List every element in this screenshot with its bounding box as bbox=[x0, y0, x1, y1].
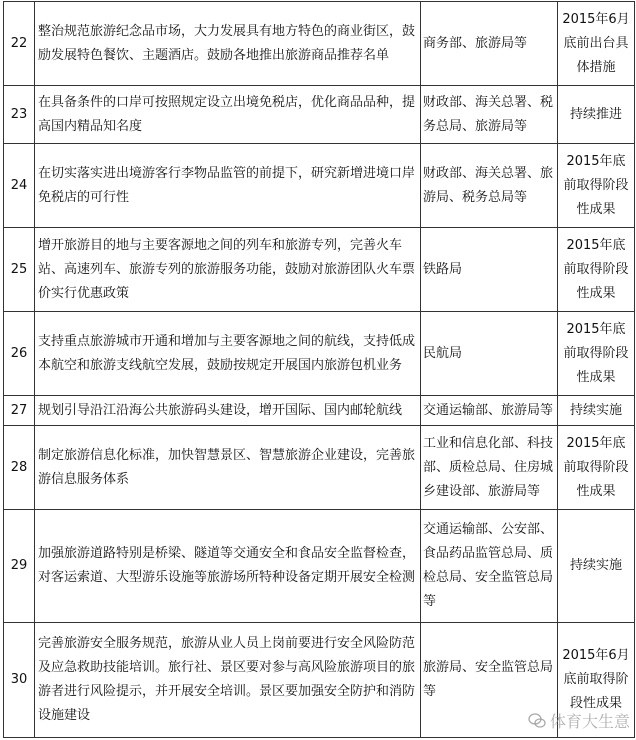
table-row bbox=[4, 86, 635, 144]
responsible-department: 旅游局、安全监管总局等 bbox=[421, 623, 558, 738]
timeline: 2015年底前取得阶段性成果 bbox=[558, 228, 635, 312]
measure-text: 整治规范旅游纪念品市场，大力发展具有地方特色的商业街区，鼓励发展特色餐饮、主题酒店。鼓励各地推出旅游商品推荐名单 bbox=[35, 2, 421, 86]
row-number: 27 bbox=[4, 396, 35, 426]
measure-text: 支持重点旅游城市开通和增加与主要客源地之间的航线，支持低成本航空和旅游支线航空发展，鼓励按规定开展国内旅游包机业务 bbox=[35, 312, 421, 396]
table-row bbox=[4, 144, 635, 228]
measure-text: 在具备条件的口岸可按照规定设立出境免税店，优化商品品种，提高国内精品知名度 bbox=[35, 86, 421, 144]
timeline: 持续实施 bbox=[558, 396, 635, 426]
policy-table bbox=[3, 1, 635, 738]
table-row bbox=[4, 623, 635, 738]
measure-text: 规划引导沿江沿海公共旅游码头建设，增开国际、国内邮轮航线 bbox=[35, 396, 421, 426]
row-number: 22 bbox=[4, 2, 35, 86]
timeline: 持续推进 bbox=[558, 86, 635, 144]
responsible-department: 交通运输部、公安部、食品药品监管总局、质检总局、安全监管总局等 bbox=[421, 510, 558, 623]
measure-text: 加强旅游道路特别是桥梁、隧道等交通安全和食品安全监督检查，对客运索道、大型游乐设施等旅游场所特种设备定期开展安全检测 bbox=[35, 510, 421, 623]
table-row bbox=[4, 426, 635, 510]
row-number: 30 bbox=[4, 623, 35, 738]
table-row bbox=[4, 510, 635, 623]
measure-text: 在切实落实进出境游客行李物品监管的前提下，研究新增进境口岸免税店的可行性 bbox=[35, 144, 421, 228]
timeline: 2015年底前取得阶段性成果 bbox=[558, 426, 635, 510]
responsible-department: 铁路局 bbox=[421, 228, 558, 312]
measure-text: 制定旅游信息化标准，加快智慧景区、智慧旅游企业建设，完善旅游信息服务体系 bbox=[35, 426, 421, 510]
row-number: 24 bbox=[4, 144, 35, 228]
watermark-text: 体育大生意 bbox=[549, 712, 630, 731]
table-row bbox=[4, 396, 635, 426]
responsible-department: 交通运输部、旅游局等 bbox=[421, 396, 558, 426]
row-number: 23 bbox=[4, 86, 35, 144]
measure-text: 完善旅游安全服务规范，旅游从业人员上岗前要进行安全风险防范及应急救助技能培训。旅行社、景区要对参与高风险旅游项目的旅游者进行风险提示，并开展安全培训。景区要加强安全防护和消防设施建设 bbox=[35, 623, 421, 738]
timeline: 2015年6月底前出台具体措施 bbox=[558, 2, 635, 86]
measure-text: 增开旅游目的地与主要客源地之间的列车和旅游专列，完善火车站、高速列车、旅游专列的旅游服务功能，鼓励对旅游团队火车票价实行优惠政策 bbox=[35, 228, 421, 312]
responsible-department: 工业和信息化部、科技部、质检总局、住房城乡建设部、旅游局等 bbox=[421, 426, 558, 510]
row-number: 29 bbox=[4, 510, 35, 623]
responsible-department: 财政部、海关总署、税务总局、旅游局等 bbox=[421, 86, 558, 144]
table-row bbox=[4, 312, 635, 396]
timeline: 持续实施 bbox=[558, 510, 635, 623]
timeline: 2015年底前取得阶段性成果 bbox=[558, 144, 635, 228]
timeline: 2015年底前取得阶段性成果 bbox=[558, 312, 635, 396]
timeline: 2015年6月底前取得阶段性成果 bbox=[558, 623, 635, 738]
table-row bbox=[4, 2, 635, 86]
row-number: 25 bbox=[4, 228, 35, 312]
responsible-department: 商务部、旅游局等 bbox=[421, 2, 558, 86]
responsible-department: 民航局 bbox=[421, 312, 558, 396]
row-number: 26 bbox=[4, 312, 35, 396]
row-number: 28 bbox=[4, 426, 35, 510]
responsible-department: 财政部、海关总署、旅游局、税务总局等 bbox=[421, 144, 558, 228]
table-row bbox=[4, 228, 635, 312]
